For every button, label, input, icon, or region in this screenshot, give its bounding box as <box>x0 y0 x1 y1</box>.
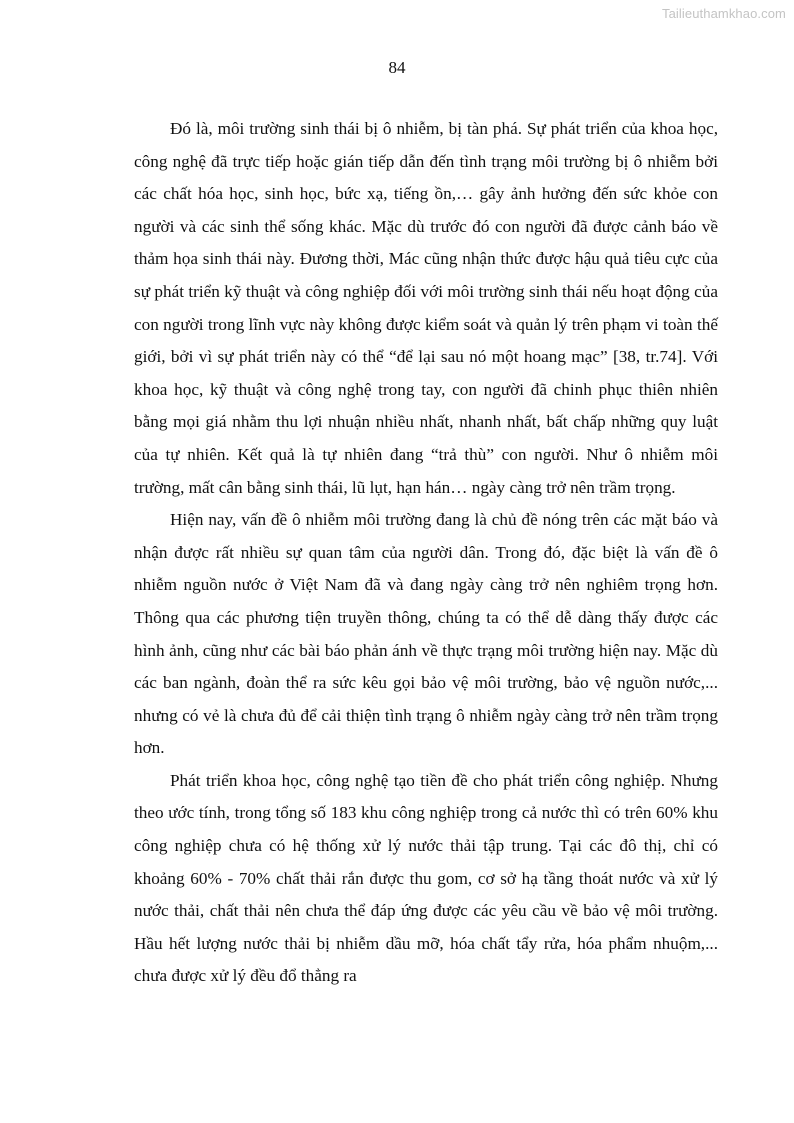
paragraph: Hiện nay, vấn đề ô nhiễm môi trường đang là chủ đề nóng trên các mặt báo và nhận được rất nhiều sự quan tâm của người dân. Trong đó, đặc biệt là vấn đề ô nhiễm nguồn nước ở Việt Nam đã và đang ngày càng trở nên nghiêm trọng hơn. Thông qua các phương tiện truyền thông, chúng ta có thể dễ dàng thấy được các hình ảnh, cũng như các bài báo phản ánh về thực trạng môi trường hiện nay. Mặc dù các ban ngành, đoàn thể ra sức kêu gọi bảo vệ môi trường, bảo vệ nguồn nước,... nhưng có vẻ là chưa đủ để cải thiện tình trạng ô nhiễm ngày càng trở nên trầm trọng hơn. <box>134 510 718 758</box>
paragraph: Phát triển khoa học, công nghệ tạo tiền đề cho phát triển công nghiệp. Nhưng theo ước tính, trong tổng số 183 khu công nghiệp trong cả nước thì có trên 60% khu công nghiệp chưa có hệ thống xử lý nước thải tập trung. Tại các đô thị, chỉ có khoảng 60% - 70% chất thải rắn được thu gom, cơ sở hạ tầng thoát nước và xử lý nước thải, chất thải nên chưa thể đáp ứng được các yêu cầu về bảo vệ môi trường. Hầu hết lượng nước thải bị nhiễm dầu mỡ, hóa chất tẩy rửa, hóa phẩm nhuộm,... chưa được xử lý đều đổ thẳng ra <box>134 770 718 986</box>
page-number: 84 <box>388 58 406 77</box>
watermark: Tailieuthamkhao.com <box>661 6 786 21</box>
paragraph: Đó là, môi trường sinh thái bị ô nhiễm, bị tàn phá. Sự phát triển của khoa học, công nghệ đã trực tiếp hoặc gián tiếp dẫn đến tình trạng môi trường bị ô nhiễm bởi các chất hóa học, sinh học, bức xạ, tiếng ồn,… gây ảnh hưởng đến sức khỏe con người và các sinh thể sống khác. Mặc dù trước đó con người đã được cảnh báo về thảm họa sinh thái này. Đương thời, Mác cũng nhận thức được hậu quả tiêu cực của sự phát triển kỹ thuật và công nghiệp đối với môi trường sinh thái nếu hoạt động của con người trong lĩnh vực này không được kiểm soát và quản lý trên phạm vi toàn thế giới, bởi vì sự phát triển này có thể “để lại sau nó một hoang mạc” [38, tr.74]. Với khoa học, kỹ thuật và công nghệ trong tay, con người đã chinh phục thiên nhiên bằng mọi giá nhằm thu lợi nhuận nhiều nhất, nhanh nhất, bất chấp những quy luật của tự nhiên. Kết quả là tự nhiên đang “trả thù” con người. Như ô nhiễm môi trường, mất cân bằng sinh thái, lũ lụt, hạn hán… ngày càng trở nên trầm trọng. <box>134 119 718 497</box>
page-body <box>134 113 718 993</box>
